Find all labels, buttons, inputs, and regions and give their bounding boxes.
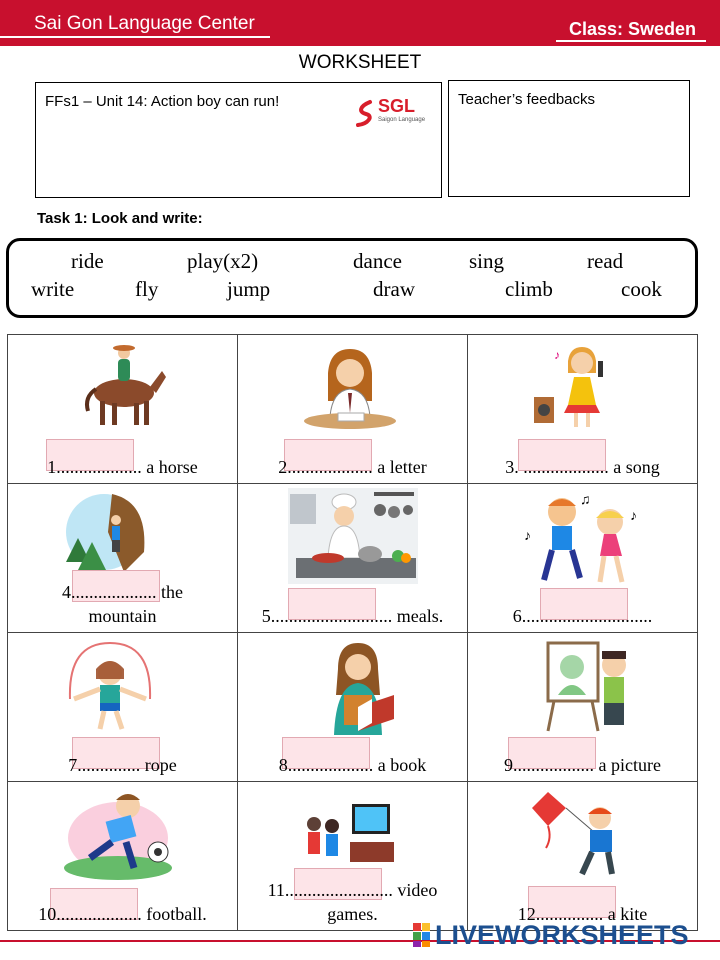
feedback-box [448, 80, 690, 197]
word-bank-item: climb [505, 277, 553, 301]
exercise-cell [238, 484, 468, 633]
exercise-cell [238, 633, 468, 782]
exercise-cell [8, 633, 238, 782]
exercise-cell [8, 782, 238, 931]
word-bank-item: sing [469, 249, 505, 273]
worksheet-title: WORKSHEET [298, 52, 422, 73]
word-bank [6, 238, 698, 318]
footer-brand-text: LIVEWORKSHEETS [435, 920, 689, 950]
item-caption: 6............................. [512, 606, 653, 626]
exercise-cell [8, 335, 238, 484]
item-caption: 11........................ video [267, 880, 438, 900]
exercise-cell [238, 335, 468, 484]
singing-girl-picture [530, 343, 620, 433]
exercise-cell [8, 484, 238, 633]
svg-text:♪: ♪ [630, 507, 637, 523]
reading-girl-picture [318, 639, 398, 735]
item-caption: 7.............. rope [68, 755, 177, 775]
exercise-cell [238, 782, 468, 931]
drawing-boy-picture [544, 639, 634, 735]
word-bank-item: jump [227, 277, 271, 301]
kite-boy-picture [532, 788, 622, 878]
exercise-cell [468, 335, 698, 484]
svg-text:♪: ♪ [524, 527, 531, 543]
chef-cooking-picture [288, 488, 418, 584]
item-caption: 12............... a kite [517, 904, 648, 924]
football-boy-picture [64, 788, 174, 882]
dancing-kids-picture [518, 490, 648, 588]
item-caption: 10................... football. [38, 904, 207, 924]
word-bank-item: draw [373, 277, 415, 301]
item-caption-line2: mountain [88, 606, 157, 626]
horse-rider-picture [80, 341, 168, 429]
item-caption: 8................... a book [278, 755, 427, 775]
climbing-picture [64, 492, 148, 574]
svg-text:♫: ♫ [580, 491, 591, 507]
word-bank-item: fly [135, 277, 159, 301]
exercise-cell [468, 782, 698, 931]
liveworksheets-icon [413, 923, 431, 947]
item-caption: 4................... the [62, 582, 183, 602]
header-bar [0, 0, 720, 46]
word-bank-item: read [587, 249, 624, 273]
item-caption-line2: games. [327, 904, 378, 924]
logo-subtext: Saigon Language [378, 117, 426, 123]
sgl-logo [354, 95, 434, 131]
school-name: Sai Gon Language Center [34, 13, 255, 34]
exercise-cell [468, 633, 698, 782]
item-caption: 5........................... meals. [261, 606, 444, 626]
item-caption: 1................... a horse [47, 457, 198, 477]
item-caption: 3. ................... a song [505, 457, 660, 477]
word-bank-item: write [31, 277, 75, 301]
writing-girl-picture [300, 343, 398, 433]
logo-text: SGL [378, 96, 416, 116]
word-bank-item: dance [353, 249, 402, 273]
footer-brand [413, 920, 689, 951]
item-caption: 9.................. a picture [504, 755, 661, 775]
word-bank-item: ride [71, 249, 104, 273]
task-instruction: Task 1: Look and write: [37, 210, 203, 227]
class-label: Class: Sweden [568, 19, 696, 39]
word-bank-item: play(x2) [187, 249, 259, 273]
header-divider [0, 36, 270, 38]
jump-rope-picture [60, 639, 160, 735]
video-games-picture [300, 802, 400, 864]
feedback-label: Teacher’s feedbacks [458, 91, 596, 108]
word-bank-item: cook [621, 277, 662, 301]
unit-info-box [35, 82, 442, 198]
item-caption: 2................... a letter [278, 457, 427, 477]
exercise-cell [468, 484, 698, 633]
svg-text:♪: ♪ [554, 348, 560, 362]
exercise-grid [7, 334, 698, 931]
unit-title: FFs1 – Unit 14: Action boy can run! [45, 93, 280, 110]
header-divider [556, 40, 706, 42]
